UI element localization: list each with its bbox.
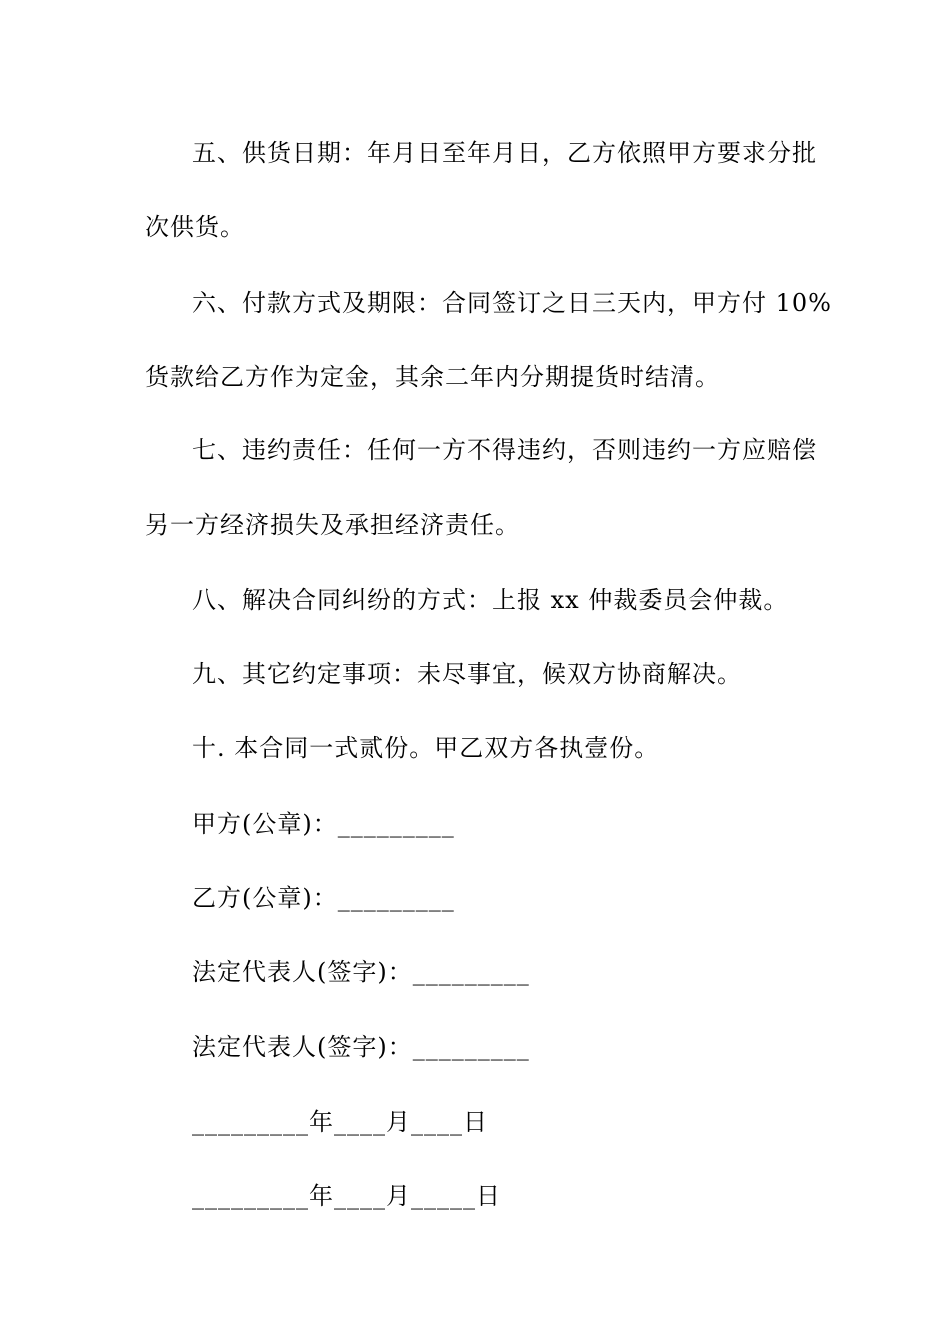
- clause-6-line-2: 货款给乙方作为定金，其余二年内分期提货时结清。: [145, 363, 720, 391]
- date-field-a: _________年____月____日: [192, 1108, 488, 1136]
- clause-5-line-2: 次供货。: [145, 213, 245, 241]
- party-b-seal-field: 乙方(公章)：_________: [192, 884, 455, 912]
- clause-5-line-1: 五、供货日期：年月日至年月日，乙方依照甲方要求分批: [192, 139, 817, 167]
- clause-7-line-2: 另一方经济损失及承担经济责任。: [145, 511, 520, 539]
- date-field-b: _________年____月_____日: [192, 1182, 501, 1210]
- clause-8: 八、解决合同纠纷的方式：上报 xx 仲裁委员会仲裁。: [192, 586, 789, 614]
- representative-a-signature-field: 法定代表人(签字)：_________: [192, 958, 530, 986]
- clause-7-line-1: 七、违约责任：任何一方不得违约，否则违约一方应赔偿: [192, 436, 817, 464]
- clause-9: 九、其它约定事项：未尽事宜，候双方协商解决。: [192, 660, 742, 688]
- clause-10: 十. 本合同一式贰份。甲乙双方各执壹份。: [192, 734, 660, 762]
- representative-b-signature-field: 法定代表人(签字)：_________: [192, 1033, 530, 1061]
- clause-6-line-1: 六、付款方式及期限：合同签订之日三天内，甲方付 10%: [192, 289, 832, 317]
- party-a-seal-field: 甲方(公章)：_________: [192, 810, 455, 838]
